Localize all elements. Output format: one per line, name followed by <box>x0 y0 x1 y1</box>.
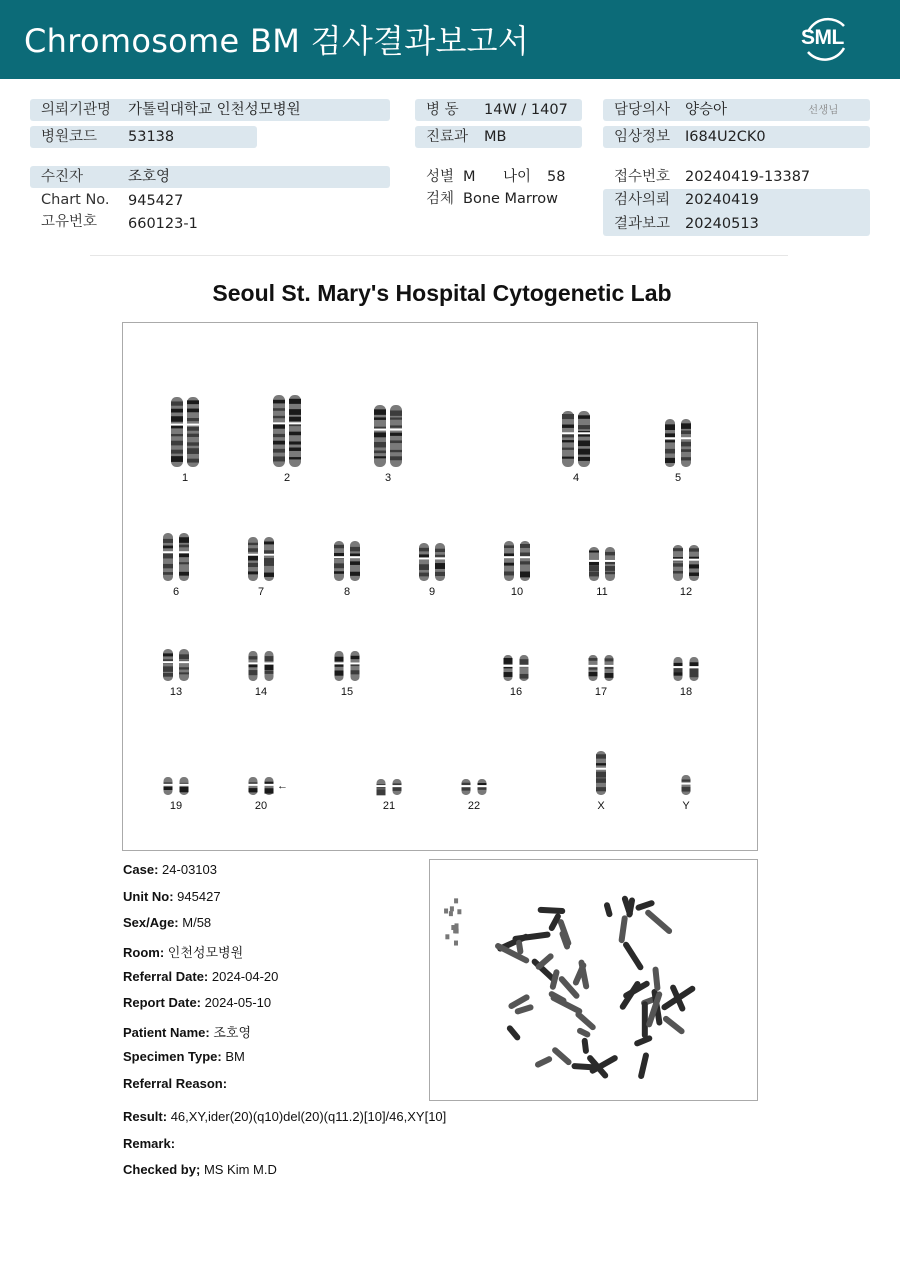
unique-no-value: 660123-1 <box>128 216 198 232</box>
room-value: 인천성모병원 <box>167 945 244 960</box>
referral-date-value: 2024-04-20 <box>211 969 279 984</box>
chromosome-label-19: 19 <box>169 800 183 812</box>
request-value: 20240419 <box>685 192 759 208</box>
chromosome-label-2: 2 <box>283 472 291 484</box>
institution-value: 가톨릭대학교 인천성모병원 <box>128 102 301 118</box>
metaphase-chromosome <box>644 909 673 936</box>
ward-label: 병 동 <box>426 102 459 118</box>
nucleus-fragment <box>455 923 459 928</box>
chromosome-pair-7 <box>247 537 275 581</box>
metaphase-chromosome <box>603 902 613 918</box>
sexage-line <box>123 915 211 930</box>
case-line <box>123 862 217 877</box>
patient-label: 수진자 <box>41 169 84 185</box>
chromosome-label-X: X <box>597 800 605 812</box>
chromosome-pair-6 <box>162 533 190 581</box>
ward-field <box>415 99 582 121</box>
chromosome-label-14: 14 <box>254 686 268 698</box>
chromosome-label-7: 7 <box>257 586 265 598</box>
chromosome-pair-5 <box>664 419 692 467</box>
chromosome-pair-10 <box>503 541 531 581</box>
chromosome-pair-15 <box>334 651 361 681</box>
chromosome-pair-20 <box>248 777 275 795</box>
age-value: 58 <box>547 169 566 185</box>
metaphase-chromosome <box>551 1046 573 1066</box>
chart-no-label: Chart No. <box>41 192 110 208</box>
chromosome-label-5: 5 <box>674 472 682 484</box>
chromosome-pair-16 <box>503 655 530 681</box>
karyotype-image <box>122 322 758 851</box>
hospital-code-value: 53138 <box>128 129 175 145</box>
chromosome-label-21: 21 <box>382 800 396 812</box>
chromosome-label-16: 16 <box>509 686 523 698</box>
chromosome-label-1: 1 <box>181 472 189 484</box>
sex-value: M <box>463 169 476 185</box>
metaphase-spread <box>430 860 757 1100</box>
clinical-info-label: 임상정보 <box>614 129 671 145</box>
abnormality-arrow-icon: ← <box>277 780 288 792</box>
chromosome-label-13: 13 <box>169 686 183 698</box>
chromosome-label-3: 3 <box>384 472 392 484</box>
unit-label: Unit No: <box>123 889 174 904</box>
nucleus-fragment <box>453 928 457 933</box>
chromosome-pair-12 <box>672 545 700 581</box>
result-value: 46,XY,ider(20)(q10)del(20)(q11.2)[10]/46,XY[10] <box>170 1109 447 1124</box>
hospital-code-field <box>30 126 257 148</box>
remark-label: Remark: <box>123 1136 176 1151</box>
nucleus-fragment <box>457 909 461 914</box>
nucleus-fragment <box>444 909 448 914</box>
chromosome-pair-18 <box>673 657 700 681</box>
patient-field <box>30 166 390 188</box>
sexage-label: Sex/Age: <box>123 915 179 930</box>
patient-value: 조호영 <box>128 169 171 185</box>
case-label: Case: <box>123 862 159 877</box>
clinical-info-field <box>603 126 870 148</box>
specimen-type-value: BM <box>225 1049 245 1064</box>
clinical-info-value: I684U2CK0 <box>685 129 766 145</box>
section-divider <box>90 255 788 256</box>
patient-name-value: 조호영 <box>213 1025 252 1040</box>
metaphase-chromosome <box>660 985 696 1012</box>
chromosome-label-22: 22 <box>467 800 481 812</box>
chromosome-pair-3 <box>373 405 403 467</box>
referral-reason-label: Referral Reason: <box>123 1076 228 1091</box>
checked-by-line <box>123 1162 277 1177</box>
room-label: Room: <box>123 945 165 960</box>
chromosome-pair-1 <box>170 397 200 467</box>
metaphase-chromosome <box>642 1001 648 1038</box>
referral-reason-line <box>123 1076 227 1091</box>
report-title: Chromosome BM 검사결과보고서 <box>24 22 530 60</box>
nucleus-fragment <box>450 906 454 911</box>
unique-no-label: 고유번호 <box>41 214 98 230</box>
chromosome-label-8: 8 <box>343 586 351 598</box>
case-value: 24-03103 <box>162 862 217 877</box>
specimen-value: Bone Marrow <box>463 191 559 207</box>
sex-label: 성별 <box>426 169 455 185</box>
chromosome-label-12: 12 <box>679 586 693 598</box>
department-label: 진료과 <box>426 129 469 145</box>
chromosome-pair-22 <box>461 779 488 795</box>
metaphase-chromosome <box>638 1052 650 1080</box>
checked-value: MS Kim M.D <box>203 1162 277 1177</box>
chart-no-value: 945427 <box>128 193 184 209</box>
receipt-value: 20240419-13387 <box>685 169 811 185</box>
specimen-field <box>415 188 595 210</box>
nucleus-fragment <box>454 898 458 903</box>
chromosome-label-4: 4 <box>572 472 580 484</box>
metaphase-chromosome <box>622 941 645 972</box>
room-line <box>123 942 243 961</box>
department-value: MB <box>484 129 507 145</box>
metaphase-chromosome <box>652 966 660 991</box>
chromosome-label-17: 17 <box>594 686 608 698</box>
report-date-label: Report Date: <box>123 995 202 1010</box>
metaphase-chromosome <box>662 1015 686 1036</box>
report-label: 결과보고 <box>614 216 671 232</box>
chromosome-label-11: 11 <box>596 586 608 598</box>
patient-name-line <box>123 1022 251 1041</box>
result-label: Result: <box>123 1109 168 1124</box>
receipt-label: 접수번호 <box>614 169 671 185</box>
nucleus-fragment <box>454 941 458 946</box>
metaphase-chromosome <box>635 899 656 911</box>
metaphase-chromosome <box>538 907 566 914</box>
metaphase-chromosome <box>618 915 628 944</box>
metaphase-chromosome <box>576 1027 591 1039</box>
chromosome-pair-14 <box>248 651 275 681</box>
specimen-type-label: Specimen Type: <box>123 1049 222 1064</box>
chromosome-pair-21 <box>376 779 403 795</box>
chromosome-pair-2 <box>272 395 302 467</box>
unique-no-field <box>30 211 390 233</box>
report-header <box>0 0 900 79</box>
remark-line <box>123 1136 175 1151</box>
logo-text: SML <box>801 26 844 49</box>
chromosome-label-10: 10 <box>510 586 524 598</box>
department-field <box>415 126 582 148</box>
chromosome-label-18: 18 <box>679 686 693 698</box>
report-value: 20240513 <box>685 216 759 232</box>
chromosome-label-6: 6 <box>172 586 180 598</box>
specimen-type-line <box>123 1049 245 1064</box>
doctor-label: 담당의사 <box>614 102 671 118</box>
institution-label: 의뢰기관명 <box>41 102 112 118</box>
chromosome-pair-11 <box>588 547 616 581</box>
result-line <box>123 1109 446 1124</box>
referral-date-line <box>123 969 278 984</box>
sex-age-field <box>415 166 595 188</box>
chromosome-pair-Y <box>681 775 692 795</box>
doctor-field <box>603 99 870 121</box>
ward-value: 14W / 1407 <box>484 102 568 118</box>
institution-field <box>30 99 390 121</box>
lab-title: Seoul St. Mary's Hospital Cytogenetic Lab <box>212 280 672 306</box>
chromosome-pair-4 <box>561 411 591 467</box>
receipt-field <box>603 166 870 188</box>
chromosome-label-20: 20 <box>254 800 268 812</box>
chromosome-label-15: 15 <box>340 686 354 698</box>
chromosome-pair-9 <box>418 543 446 581</box>
metaphase-chromosome <box>506 1024 522 1041</box>
chromosome-label-9: 9 <box>428 586 436 598</box>
patient-name-label: Patient Name: <box>123 1025 210 1040</box>
unit-value: 945427 <box>177 889 221 904</box>
age-label: 나이 <box>503 169 532 185</box>
metaphase-chromosome <box>619 980 642 1011</box>
nucleus-fragment <box>449 911 453 916</box>
doctor-suffix: 선생님 <box>808 104 839 116</box>
karyogram <box>123 323 757 850</box>
metaphase-chromosome <box>581 1038 589 1055</box>
chromosome-label-Y: Y <box>682 800 690 812</box>
metaphase-image <box>429 859 758 1101</box>
doctor-value: 양승아 <box>685 102 728 118</box>
report-date-value: 2024-05-10 <box>204 995 272 1010</box>
referral-date-label: Referral Date: <box>123 969 209 984</box>
request-date-field <box>603 189 870 236</box>
unit-line <box>123 889 221 904</box>
chromosome-pair-17 <box>588 655 615 681</box>
chromosome-pair-X <box>595 751 607 795</box>
nucleus-fragment <box>445 934 449 939</box>
chromosome-pair-13 <box>162 649 190 681</box>
report-date-line <box>123 995 271 1010</box>
chart-no-field <box>30 189 390 211</box>
request-label: 검사의뢰 <box>614 192 671 208</box>
metaphase-chromosome <box>534 1055 553 1068</box>
checked-label: Checked by; <box>123 1162 201 1177</box>
sexage-value: M/58 <box>182 915 212 930</box>
specimen-label: 검체 <box>426 191 455 207</box>
hospital-code-label: 병원코드 <box>41 129 98 145</box>
chromosome-pair-19 <box>163 777 190 795</box>
chromosome-pair-8 <box>333 541 361 581</box>
